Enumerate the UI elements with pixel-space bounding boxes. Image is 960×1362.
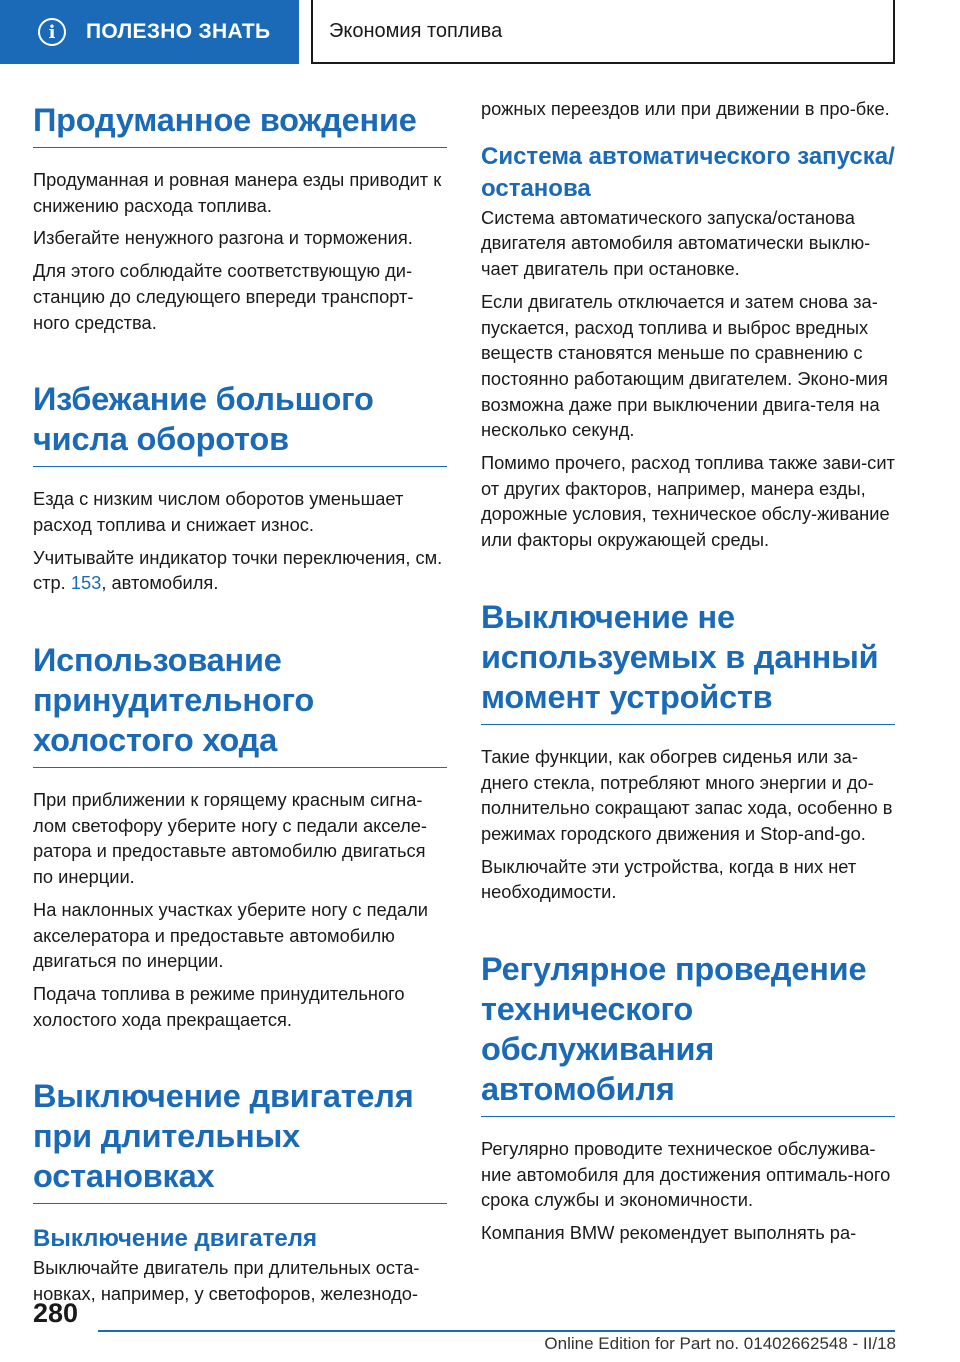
section-tab[interactable] bbox=[0, 0, 299, 64]
heading-turn-off-devices: Выключение не используемых в данный момент устройств bbox=[481, 597, 895, 725]
topic-tab-label: Экономия топлива bbox=[329, 19, 503, 42]
heading-engine-off-long-stops: Выключение двигателя при длительных остановках bbox=[33, 1076, 447, 1204]
subheading-auto-start-stop: Система автоматического запуска/останова bbox=[481, 142, 895, 202]
paragraph: Компания BMW рекомендует выполнять ра- bbox=[481, 1222, 857, 1244]
paragraph: Подача топлива в режиме принудительного холостого хода прекращается. bbox=[33, 982, 405, 1030]
heading-thoughtful-driving: Продуманное вождение bbox=[33, 100, 447, 148]
paragraph: Выключайте двигатель при длительных оста-новках, например, у светофоров, железнодо- bbox=[33, 1257, 420, 1305]
page-link-153[interactable]: 153 bbox=[70, 572, 102, 594]
topic-tab[interactable] bbox=[311, 0, 895, 64]
paragraph: Выключайте эти устройства, когда в них нет необходимости. bbox=[481, 855, 857, 903]
subheading-engine-off: Выключение двигателя bbox=[33, 1225, 317, 1253]
paragraph: Для этого соблюдайте соответствующую ди-станцию до следующего впереди транспорт-ного средства. bbox=[33, 260, 414, 333]
paragraph: рожных переездов или при движении в про-бке. bbox=[481, 98, 890, 119]
paragraph: Регулярно проводите техническое обслужива-ние автомобиля для достижения оптималь-ного срока службы и экономичности. bbox=[481, 1138, 891, 1211]
heading-regular-maintenance: Регулярное проведение технического обслуживания автомобиля bbox=[481, 949, 895, 1117]
info-icon: i bbox=[38, 18, 66, 46]
heading-avoid-high-rpm: Избежание большого числа оборотов bbox=[33, 379, 447, 467]
paragraph: Если двигатель отключается и затем снова за-пускается, расход топлива и выброс вредных веществ становятся меньше по сравнению с постоянно работающим двигателем. Эконо-мия возможна даже при выключении двига-теля на несколько секунд. bbox=[481, 290, 888, 441]
page-number: 280 bbox=[33, 1298, 79, 1328]
left-column bbox=[33, 100, 447, 1307]
heading-coasting: Использование принудительного холостого хода bbox=[33, 640, 447, 768]
section-tab-label: ПОЛЕЗНО ЗНАТЬ bbox=[86, 20, 271, 43]
paragraph: На наклонных участках уберите ногу с педали акселератора и предоставьте автомобилю двигаться по инерции. bbox=[33, 898, 428, 972]
footer-edition: Online Edition for Part no. 01402662548 - II/18 bbox=[544, 1334, 896, 1353]
paragraph: Избегайте ненужного разгона и торможения. bbox=[33, 227, 413, 249]
paragraph: Помимо прочего, расход топлива также зави-сит от других факторов, например, манера езды, дорожные условия, техническое обслу-живание или факторы окружающей среды. bbox=[481, 452, 895, 551]
right-column bbox=[481, 96, 895, 1246]
paragraph: При приближении к горящему красным сигна-лом светофору уберите ногу с педали акселе-ратора и предоставьте автомобилю двигаться по инерции. bbox=[33, 789, 428, 888]
paragraph: Езда с низким числом оборотов уменьшает расход топлива и снижает износ. bbox=[33, 488, 404, 535]
paragraph: Такие функции, как обогрев сиденья или за-днего стекла, потребляют много энергии и до-полнительно сокращают запас хода, особенно в режимах городского движения и Stop-and-go. bbox=[481, 745, 893, 844]
footer-divider bbox=[98, 1330, 895, 1332]
paragraph: Система автоматического запуска/останова двигателя автомобиля автоматически выклю-чает двигатель при остановке. bbox=[481, 206, 871, 280]
paragraph: Продуманная и ровная манера езды приводит к снижению расхода топлива. bbox=[33, 169, 442, 216]
paragraph: Учитывайте индикатор точки переключения, см. стр. 153, автомобиля. bbox=[33, 546, 443, 594]
